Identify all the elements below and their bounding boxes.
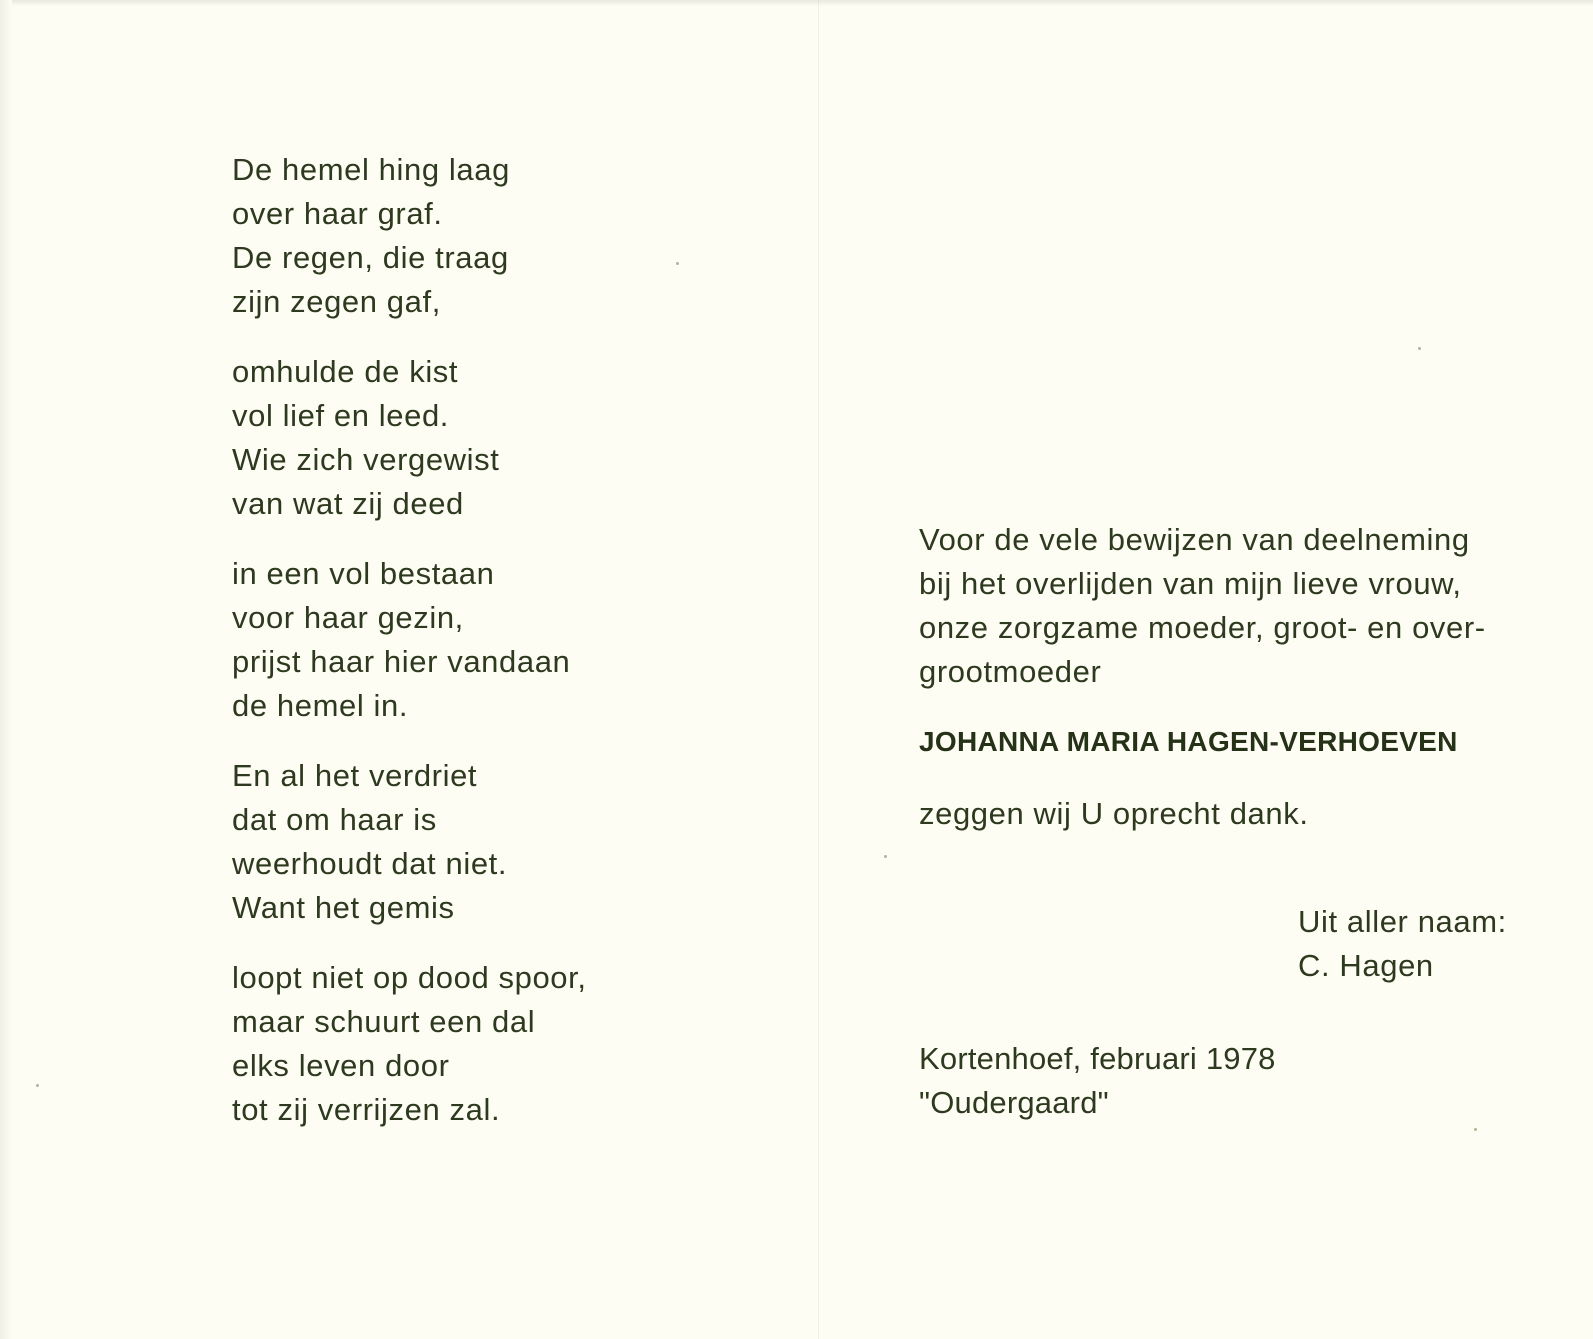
poem-line: van wat zij deed (232, 486, 464, 521)
poem-line: De regen, die traag (232, 240, 509, 275)
poem-line: voor haar gezin, (232, 600, 464, 635)
poem-stanza-2 (232, 350, 752, 526)
place-date-block (919, 1037, 1276, 1125)
poem (232, 148, 752, 1158)
signature-block (1298, 900, 1507, 988)
card-fold-line (818, 0, 819, 1339)
acknowledgement-intro (919, 518, 1559, 694)
poem-line: tot zij verrijzen zal. (232, 1092, 501, 1127)
poem-line: maar schuurt een dal (232, 1004, 536, 1039)
paper-speck (1418, 347, 1421, 350)
intro-line: Voor de vele bewijzen van deelneming (919, 522, 1470, 557)
poem-stanza-4 (232, 754, 752, 930)
poem-line: prijst haar hier vandaan (232, 644, 571, 679)
poem-line: elks leven door (232, 1048, 450, 1083)
place-date-line: Kortenhoef, februari 1978 (919, 1041, 1276, 1076)
card-left-edge (0, 0, 12, 1339)
poem-line: weerhoudt dat niet. (232, 846, 508, 881)
acknowledgement (919, 518, 1559, 836)
signature-line: Uit aller naam: (1298, 904, 1507, 939)
paper-speck (36, 1084, 39, 1087)
poem-line: omhulde de kist (232, 354, 459, 389)
paper-speck (884, 855, 887, 858)
poem-line: zijn zegen gaf, (232, 284, 441, 319)
poem-line: over haar graf. (232, 196, 443, 231)
poem-line: loopt niet op dood spoor, (232, 960, 587, 995)
intro-line: onze zorgzame moeder, groot- en over- (919, 610, 1486, 645)
intro-line: grootmoeder (919, 654, 1102, 689)
poem-line: Want het gemis (232, 890, 455, 925)
poem-stanza-1 (232, 148, 752, 324)
poem-line: vol lief en leed. (232, 398, 449, 433)
house-name-line: "Oudergaard" (919, 1085, 1109, 1120)
paper-speck (1474, 1128, 1477, 1131)
poem-line: de hemel in. (232, 688, 409, 723)
poem-line: De hemel hing laag (232, 152, 510, 187)
poem-line: En al het verdriet (232, 758, 478, 793)
poem-stanza-5 (232, 956, 752, 1132)
poem-line: dat om haar is (232, 802, 437, 837)
signature-name: C. Hagen (1298, 948, 1434, 983)
intro-line: bij het overlijden van mijn lieve vrouw, (919, 566, 1462, 601)
poem-line: in een vol bestaan (232, 556, 495, 591)
poem-stanza-3 (232, 552, 752, 728)
thanks-line: zeggen wij U oprecht dank. (919, 796, 1309, 831)
poem-line: Wie zich vergewist (232, 442, 500, 477)
deceased-name: JOHANNA MARIA HAGEN-VERHOEVEN (919, 726, 1458, 757)
card-top-edge (0, 0, 1593, 6)
